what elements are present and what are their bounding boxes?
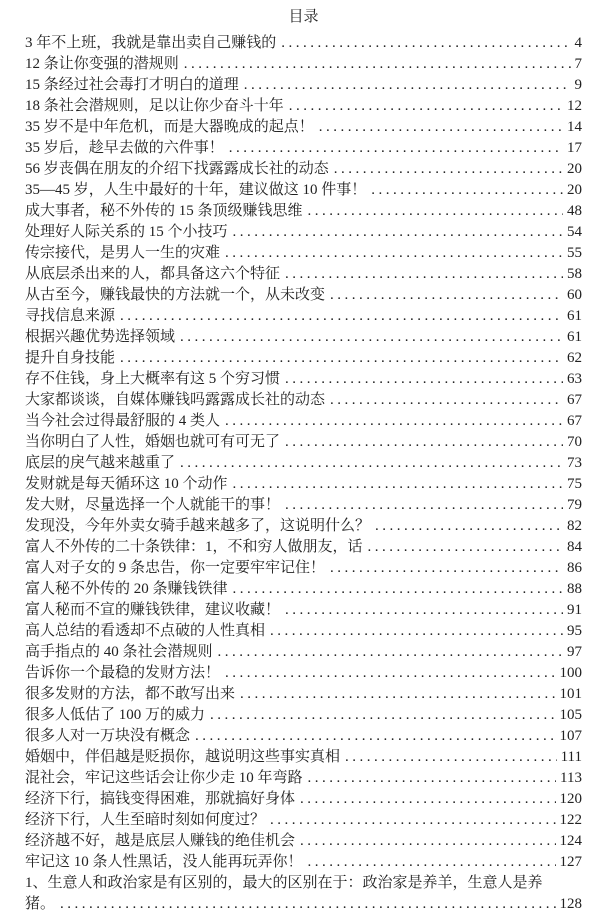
toc-entry[interactable]	[25, 810, 582, 831]
dot-leader	[300, 831, 555, 852]
toc-entry[interactable]	[25, 138, 582, 159]
toc-entry[interactable]	[25, 600, 582, 621]
toc-entry-page: 20	[567, 161, 582, 177]
dot-leader	[285, 495, 563, 516]
toc-entry[interactable]	[25, 411, 582, 432]
dot-leader	[120, 348, 563, 369]
toc-entry-title: 35—45 岁，人生中最好的十年，建议做这 10 件事！	[25, 182, 367, 198]
toc-entry[interactable]	[25, 369, 582, 390]
toc-entry-page: 63	[567, 371, 582, 387]
dot-leader	[289, 96, 563, 117]
toc-entry-page: 58	[567, 266, 582, 282]
toc-entry-title: 56 岁丧偶在朋友的介绍下找露露成长社的动态	[25, 161, 329, 177]
toc-entry[interactable]	[25, 96, 582, 117]
toc-entry[interactable]	[25, 579, 582, 600]
dot-leader	[308, 768, 557, 789]
toc-entry-page: 60	[567, 287, 582, 303]
dot-leader	[225, 243, 563, 264]
toc-entry-title: 从底层杀出来的人，都具备这六个特征	[25, 266, 281, 282]
toc-entry-page: 100	[559, 665, 582, 681]
toc-entry[interactable]	[25, 495, 582, 516]
dot-leader	[184, 54, 571, 75]
toc-entry[interactable]	[25, 75, 582, 96]
toc-entry-page: 127	[559, 854, 582, 870]
toc-entry[interactable]	[25, 537, 582, 558]
toc-entry[interactable]	[25, 558, 582, 579]
toc-entry[interactable]	[25, 348, 582, 369]
toc-entry-title: 根据兴趣优势选择领域	[25, 329, 176, 345]
toc-entry[interactable]	[25, 852, 582, 873]
toc-entry-title: 18 条社会潜规则，足以让你少奋斗十年	[25, 98, 284, 114]
toc-entry-page: 120	[559, 791, 582, 807]
toc-entry-page: 7	[574, 56, 582, 72]
toc-entry-title: 富人不外传的二十条铁律：1，不和穷人做朋友，话	[25, 539, 363, 555]
toc-entry-title: 处理好人际关系的 15 个小技巧	[25, 224, 228, 240]
toc-entry[interactable]	[25, 747, 582, 768]
toc-entry-page: 124	[559, 833, 582, 849]
toc-entry-page: 67	[567, 392, 582, 408]
dot-leader	[233, 474, 563, 495]
toc-entry-title: 很多发财的方法，都不敢写出来	[25, 686, 236, 702]
toc-entry-page: 82	[567, 518, 582, 534]
toc-entry[interactable]	[25, 789, 582, 810]
toc-entry-title: 发财就是每天循环这 10 个动作	[25, 476, 228, 492]
toc-entry-page: 75	[567, 476, 582, 492]
toc-entry-page: 12	[567, 98, 582, 114]
toc-entry[interactable]	[25, 432, 582, 453]
dot-leader	[285, 600, 563, 621]
dot-leader	[210, 705, 555, 726]
toc-entry-title: 35 岁不是中年危机，而是大器晚成的起点！	[25, 119, 314, 135]
toc-entry[interactable]	[25, 54, 582, 75]
toc-entry-title: 底层的戾气越来越重了	[25, 455, 176, 471]
dot-leader	[345, 747, 557, 768]
toc-entry-page: 107	[559, 728, 582, 744]
toc-entry[interactable]	[25, 243, 582, 264]
toc-entry-page: 91	[567, 602, 582, 618]
toc-entry[interactable]	[25, 705, 582, 726]
toc-entry-title: 发现没，今年外卖女骑手越来越多了，这说明什么？	[25, 518, 371, 534]
toc-entry-title: 12 条让你变强的潜规则	[25, 56, 179, 72]
toc-entry[interactable]	[25, 390, 582, 411]
toc-entry-title: 婚姻中，伴侣越是贬损你，越说明这些事实真相	[25, 749, 341, 765]
dot-leader	[180, 453, 563, 474]
dot-leader	[285, 369, 563, 390]
dot-leader	[270, 621, 563, 642]
toc-entry-page: 9	[574, 77, 582, 93]
toc-entry-title: 经济下行，搞钱变得困难，那就搞好身体	[25, 791, 296, 807]
toc-entry-title: 混社会，牢记这些话会让你少走 10 年弯路	[25, 770, 303, 786]
toc-entry-page: 79	[567, 497, 582, 513]
toc-entry-title: 从古至今，赚钱最快的方法就一个，从未改变	[25, 287, 326, 303]
dot-leader	[281, 33, 570, 54]
toc-entry-title: 富人秘不外传的 20 条赚钱铁律	[25, 581, 228, 597]
toc-entry-page: 97	[567, 644, 582, 660]
toc-entry-title: 告诉你一个最稳的发财方法！	[25, 665, 221, 681]
toc-entry[interactable]	[25, 327, 582, 348]
toc-entry-page: 128	[559, 896, 582, 912]
toc-entry-title: 富人对子女的 9 条忠告，你一定要牢牢记住！	[25, 560, 326, 576]
toc-entry-page: 48	[567, 203, 582, 219]
toc-entry-title: 成大事者，秘不外传的 15 条顶级赚钱思维	[25, 203, 303, 219]
toc-title: 目录	[288, 9, 319, 25]
toc-entry-title: 当今社会过得最舒服的 4 类人	[25, 413, 221, 429]
toc-entry-page: 101	[559, 686, 582, 702]
toc-entry[interactable]	[25, 33, 582, 54]
dot-leader	[330, 285, 563, 306]
dot-leader	[330, 558, 563, 579]
dot-leader	[371, 180, 563, 201]
toc-entry[interactable]	[25, 726, 582, 747]
toc-entry[interactable]	[25, 180, 582, 201]
toc-entry-page: 55	[567, 245, 582, 261]
toc-entry-page: 67	[567, 413, 582, 429]
toc-entry-title: 35 岁后，趁早去做的六件事！	[25, 140, 224, 156]
toc-entry-title: 提升自身技能	[25, 350, 116, 366]
toc-entry[interactable]	[25, 159, 582, 180]
toc-entry[interactable]	[25, 474, 582, 495]
dot-leader	[270, 810, 555, 831]
toc-entry[interactable]	[25, 453, 582, 474]
toc-entry[interactable]	[25, 201, 582, 222]
dot-leader	[285, 432, 563, 453]
toc-entry[interactable]	[25, 873, 582, 915]
toc-entry[interactable]	[25, 306, 582, 327]
toc-entry-page: 122	[559, 812, 582, 828]
dot-leader	[195, 726, 555, 747]
toc-entry[interactable]	[25, 768, 582, 789]
dot-leader	[334, 159, 563, 180]
dot-leader	[375, 516, 563, 537]
toc-entry-page: 105	[559, 707, 582, 723]
toc-entry-page: 4	[574, 35, 582, 51]
toc-entry-page: 70	[567, 434, 582, 450]
dot-leader	[300, 789, 555, 810]
toc-entry[interactable]	[25, 117, 582, 138]
toc-entry-title: 经济越不好，越是底层人赚钱的绝佳机会	[25, 833, 296, 849]
dot-leader	[120, 306, 563, 327]
toc-entry[interactable]	[25, 642, 582, 663]
toc-entry[interactable]	[25, 621, 582, 642]
toc-entry-title: 3 年不上班，我就是靠出卖自己赚钱的	[25, 35, 277, 51]
toc-entry-page: 84	[567, 539, 582, 555]
toc-entry-page: 113	[560, 770, 582, 786]
dot-leader	[233, 579, 563, 600]
toc-entry[interactable]	[25, 663, 582, 684]
toc-entry-title: 大家都谈谈，自媒体赚钱吗露露成长社的动态	[25, 392, 326, 408]
toc-entry-title-line1: 1、生意人和政治家是有区别的，最大的区别在于：政治家是养羊，生意人是养	[25, 875, 543, 891]
toc-entry[interactable]	[25, 516, 582, 537]
toc-entry-title: 很多人对一万块没有概念	[25, 728, 191, 744]
dot-leader	[218, 642, 563, 663]
toc-entry-page: 88	[567, 581, 582, 597]
dot-leader	[233, 222, 563, 243]
toc-entry-title: 高人总结的看透却不点破的人性真相	[25, 623, 266, 639]
toc-entry-title: 当你明白了人性，婚姻也就可有可无了	[25, 434, 281, 450]
toc-entry-title: 存不住钱，身上大概率有这 5 个穷习惯	[25, 371, 281, 387]
toc-entry-title: 传宗接代，是男人一生的灾难	[25, 245, 221, 261]
toc-entry-title: 寻找信息来源	[25, 308, 116, 324]
dot-leader	[368, 537, 563, 558]
dot-leader	[285, 264, 563, 285]
dot-leader	[60, 894, 555, 915]
dot-leader	[244, 75, 571, 96]
toc-entry-page: 86	[567, 560, 582, 576]
toc-entry-page: 73	[567, 455, 582, 471]
dot-leader	[225, 663, 555, 684]
dot-leader	[330, 390, 563, 411]
toc-entry-title-line2: 猪。	[25, 896, 56, 912]
dot-leader	[319, 117, 563, 138]
toc-entry-title: 富人秘而不宣的赚钱铁律，建议收藏！	[25, 602, 281, 618]
toc-entry[interactable]	[25, 684, 582, 705]
toc-entry-page: 111	[560, 749, 582, 765]
toc-entry[interactable]	[25, 831, 582, 852]
toc-entry[interactable]	[25, 222, 582, 243]
toc-entry-title: 很多人低估了 100 万的威力	[25, 707, 206, 723]
dot-leader	[308, 852, 556, 873]
toc-entry-page: 95	[567, 623, 582, 639]
toc-entry-page: 61	[567, 308, 582, 324]
toc-entry-page: 14	[567, 119, 582, 135]
toc-entry[interactable]	[25, 285, 582, 306]
toc-entry-title: 15 条经过社会毒打才明白的道理	[25, 77, 239, 93]
dot-leader	[180, 327, 563, 348]
toc-entry-title: 发大财，尽量选择一个人就能干的事！	[25, 497, 281, 513]
dot-leader	[308, 201, 563, 222]
toc-entry-page: 62	[567, 350, 582, 366]
dot-leader	[240, 684, 555, 705]
toc-entry[interactable]	[25, 264, 582, 285]
dot-leader	[229, 138, 563, 159]
toc-entry-title: 牢记这 10 条人性黑话，没人能再玩弄你！	[25, 854, 303, 870]
dot-leader	[225, 411, 563, 432]
toc-entry-page: 20	[567, 182, 582, 198]
toc-entry-page: 17	[567, 140, 582, 156]
toc-entry-title: 高手指点的 40 条社会潜规则	[25, 644, 213, 660]
toc-entry-title: 经济下行，人生至暗时刻如何度过？	[25, 812, 266, 828]
toc-entry-page: 61	[567, 329, 582, 345]
toc-entry-page: 54	[567, 224, 582, 240]
